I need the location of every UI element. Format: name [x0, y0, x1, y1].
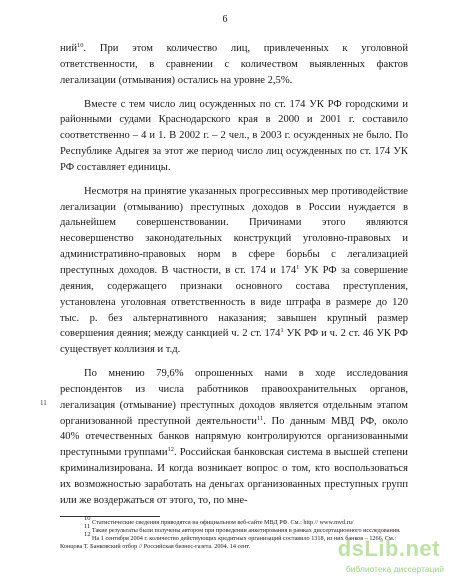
footnote-ref: 12	[167, 446, 175, 454]
paragraph-text: По мнению 79,6% опрошенных нами в ходе исследования респондентов из числа работников правоохранительных органов, легализация (отмывание) преступных доходов является отдельным этапом организованной преступной деятельности	[60, 368, 408, 427]
footnote-number: 11	[84, 523, 91, 530]
footnote-divider	[60, 516, 160, 517]
footnote-ref: 11	[256, 414, 264, 422]
watermark	[326, 536, 446, 580]
paragraph-text: Несмотря на принятие указанных прогрессивных мер противодействие легализации (отмыванию) преступных доходов в России нуждается в дальнейшем совершенствовании. Причинами этого являются несовершенство законодательных конструкций уголовно-правовых и административно-правовых норм в сфере борьбы с легализацией преступных доходов. В частности, в ст. 174 и 174	[60, 185, 408, 276]
paragraph	[60, 366, 408, 509]
paragraph-text: Вместе с тем число лиц осужденных по ст. 174 УК РФ городскими и районными судами Краснодарского края в 2000 и 2001 г. составило соответственно – 4 и 1. В 2002 г. – 2 чел., в 2003 г. осужденных не было. По Республике Адыгея за этот же период число лиц осужденных по ст. 174 УК РФ составляет единицы.	[60, 98, 408, 173]
footnote-ref: 10	[77, 42, 84, 49]
footnote-ref: 1	[296, 263, 300, 271]
footnote-ref: 1	[280, 327, 284, 335]
footnote	[60, 523, 408, 535]
paragraph	[60, 41, 408, 89]
watermark-logo: dsLib.net	[337, 536, 440, 561]
paragraph-text: . Российская банковская система в высшей степени криминализирована. И когда возникает вопрос о том, кто воспользоваться их возможностью заработать на деньгах организованных преступных групп или же воздержаться от этого, то, по мне-	[60, 447, 408, 506]
page-number: 6	[222, 14, 228, 25]
paragraph-text: . При этом количество лиц, привлеченных к уголовной ответственности, в сравнении с количеством выявленных фактов легализации (отмывания) остались на уровне 2,5%.	[60, 43, 408, 86]
footnote	[60, 515, 408, 527]
footnote-number: 12	[84, 531, 91, 538]
footnote-text: Статистические сведения приводятся на официальном веб-сайте МВД РФ. См.: http // www.mvd.ru/	[90, 519, 354, 526]
footnote-number: 10	[84, 515, 91, 522]
margin-mark: 11	[40, 399, 47, 407]
paragraph-text: УК РФ за совершение деяния, содержащего признаки основного состава преступления, установлена уголовная ответственность в виде штрафа в размере до 120 тыс. р. без альтернативного наказания; завышен крупный размер совершения деяния; между санкцией ч. 2 ст. 174	[60, 264, 408, 340]
body-text	[60, 41, 408, 509]
footnote-text: На 1 сентября 2004 г. количество действующих кредитных организаций составило 1318, из них банков – 1266. См.: Концова Т. Банковский отбор // Российская бизнес-газета. 2004. 14 сент.	[60, 535, 397, 550]
watermark-subtitle: библиотека диссертаций	[345, 564, 444, 574]
paragraph-text: . По данным МВД РФ, около 40% отечественных банков напрямую контролируются организованными преступными группами	[60, 415, 409, 459]
paragraph-text: ний	[60, 43, 78, 54]
paragraph-text: УК РФ и ч. 2 ст. 46 УК РФ существует коллизия и т.д.	[60, 328, 408, 356]
paragraph	[60, 184, 408, 358]
footnote-text: Такие результаты были получены автором при проведении анкетирования в рамках диссертационного исследования.	[90, 527, 401, 534]
paragraph	[60, 97, 408, 176]
